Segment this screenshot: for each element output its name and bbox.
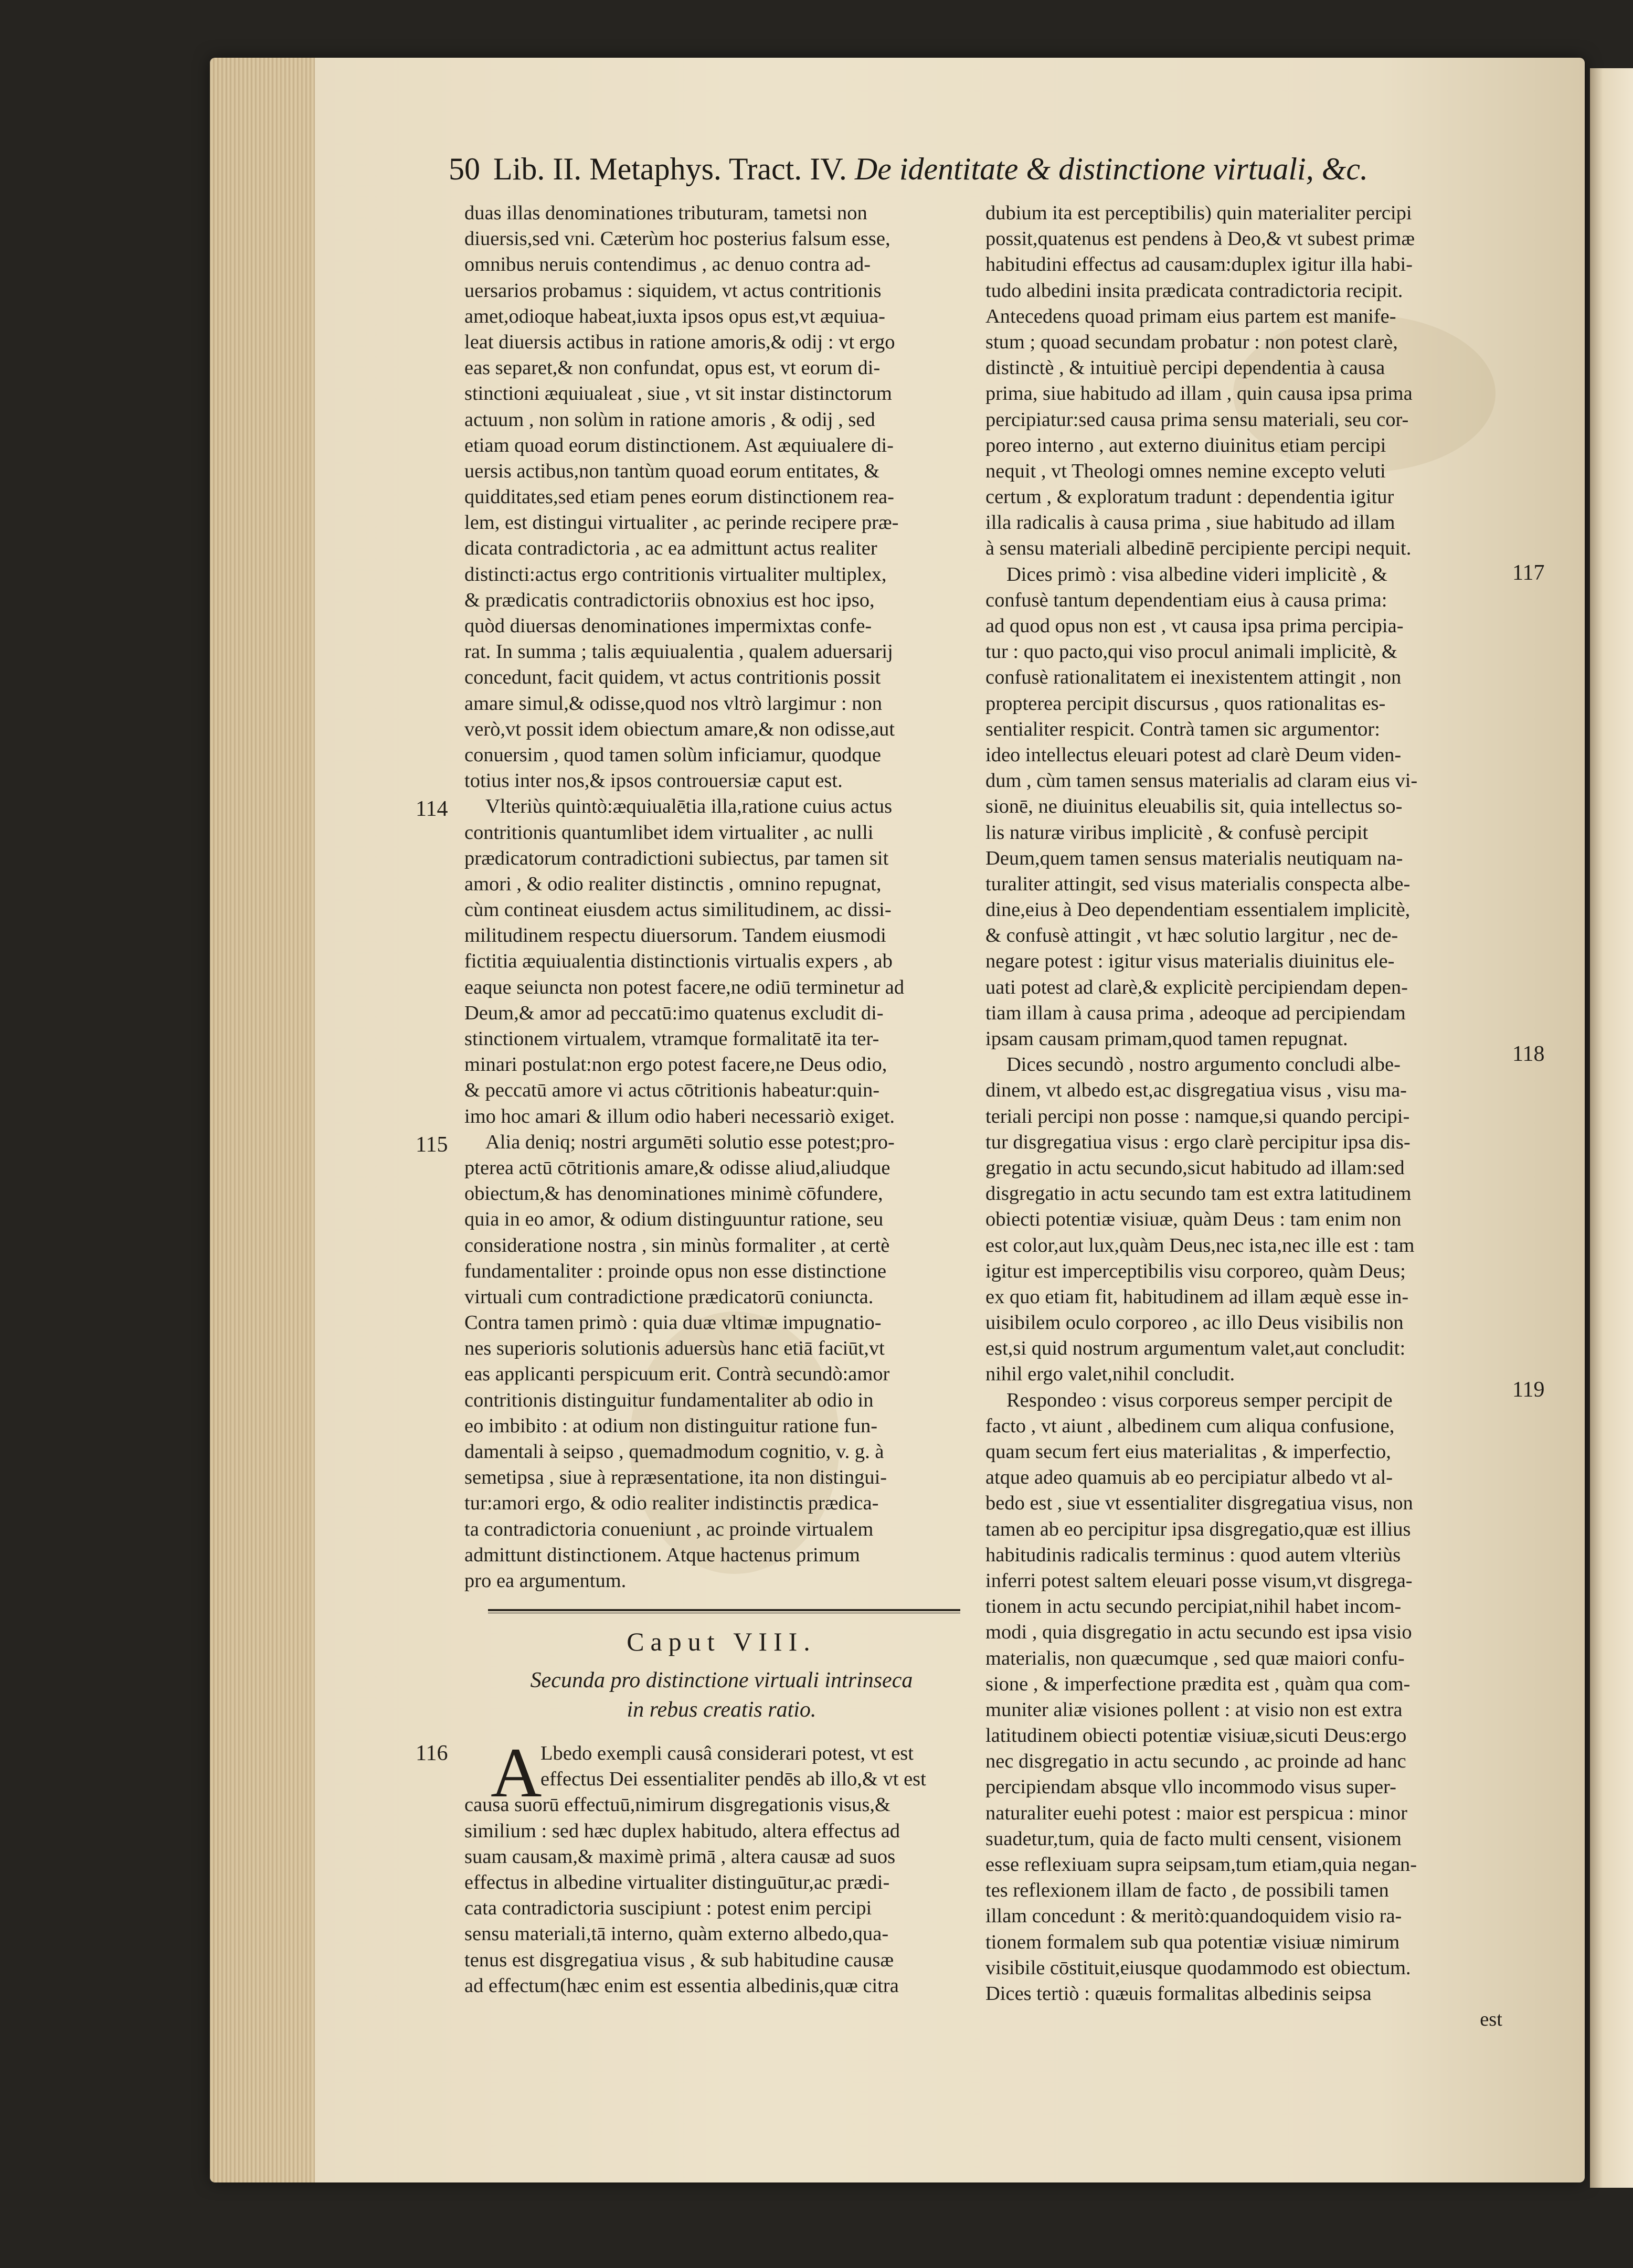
text-line: virtuali cum contradictione prædicatorū coniuncta. (464, 1285, 874, 1308)
text-line: dubium ita est perceptibilis) quin materialiter percipi (985, 202, 1412, 224)
text-line: dinem, vt albedo est,ac disgregatiua visus , visu ma- (985, 1079, 1407, 1102)
text-line: dine,eius à Deo dependentiam essentialem implicitè, (985, 899, 1411, 921)
text-line: ta contradictoria conueniunt , ac proinde virtualem (464, 1518, 874, 1540)
text-line: gregatio in actu secundo,sicut habitudo ad illam:sed (985, 1156, 1405, 1179)
text-line: tenus est disgregatiua visus , & sub habitudine causæ (464, 1948, 894, 1971)
text-line: habitudini effectus ad causam:duplex igitur illa habi- (985, 253, 1413, 276)
left-column (464, 200, 979, 1594)
text-line: est color,aut lux,quàm Deus,nec ista,nec ille est : tam (985, 1234, 1415, 1257)
page-stack-left (210, 58, 315, 2182)
text-line: amori , & odio realiter distinctis , omnino repugnat, (464, 872, 882, 895)
text-line: duas illas denominationes tributuram, tametsi non (464, 202, 867, 224)
text-line: eo imbibito : at odium non distinguitur ratione fun- (464, 1414, 878, 1437)
text-line: possit,quatenus est pendens à Deo,& vt subest primæ (985, 228, 1415, 250)
text-line: contritionis quantumlibet idem virtualiter , ac nulli (464, 821, 874, 844)
text-line: suam causam,& maximè primā , altera causæ ad suos (464, 1845, 896, 1868)
text-line: est,si quid nostrum argumentum valet,aut concludit: (985, 1337, 1406, 1360)
paragraph-119 (985, 1388, 1502, 2007)
text-line: propterea percipit discursus , quos rationalitas es- (985, 692, 1386, 715)
text-line: Dices tertiò : quæuis formalitas albedinis seipsa (985, 1982, 1372, 2005)
text-line: tionem formalem sub qua potentiæ visiuæ nimirum (985, 1931, 1400, 1953)
running-title-italic: De identitate & distinctione virtuali, &c. (854, 152, 1369, 186)
running-title-roman: Lib. II. Metaphys. Tract. IV. (493, 152, 847, 186)
text-line: Respondeo : visus corporeus semper percipit de (1006, 1389, 1393, 1411)
text-line: tur:amori ergo, & odio realiter indistinctis prædica- (464, 1492, 879, 1515)
margin-number: 114 (416, 797, 448, 821)
text-line: nes superioris solutionis aduersùs hanc etiā faciūt,vt (464, 1337, 885, 1360)
facing-page-edge (1590, 68, 1633, 2188)
text-line: ad effectum(hæc enim est essentia albedinis,quæ citra (464, 1974, 899, 1997)
paragraph-113-end (464, 200, 979, 794)
text-line: verò,vt possit idem obiectum amare,& non odisse,aut (464, 718, 895, 740)
text-line: quam secum fert eius materialitas , & imperfectio, (985, 1441, 1391, 1463)
text-line: lis naturæ viribus implicitè , & confusè percipit (985, 821, 1369, 844)
paragraph-116-continued (464, 1792, 979, 1999)
text-line: confusè rationalitatem ei inexistentem attingit , non (985, 666, 1402, 689)
text-line: Alia deniq; nostri argumēti solutio esse potest;pro- (485, 1131, 895, 1153)
text-line: turaliter attingit, sed visus materialis conspecta albe- (985, 872, 1411, 895)
text-line: quidditates,sed etiam penes eorum distinctionem rea- (464, 486, 894, 508)
margin-number: 117 (1512, 561, 1545, 585)
text-line: fundamentaliter : proinde opus non esse distinctione (464, 1260, 887, 1282)
text-line: dicata contradictoria , ac ea admittunt actus realiter (464, 537, 877, 560)
text-line: conuersim , quod tamen solùm inficiamur, quodque (464, 743, 881, 766)
text-line: habitudinis radicalis terminus : quod autem vlteriùs (985, 1543, 1401, 1566)
text-line: poreo interno , aut externo diuinitus etiam percipi (985, 434, 1386, 456)
text-line: ex quo etiam fit, habitudinem ad illam æquè esse in- (985, 1285, 1409, 1308)
text-line: fictitia æquiualentia distinctionis virtualis expers , ab (464, 950, 893, 973)
text-line: actuum , non solùm in ratione amoris , & odij , sed (464, 408, 875, 431)
text-line: concedunt, facit quidem, vt actus contritionis possit (464, 666, 881, 689)
text-line: obiecti potentiæ visiuæ, quàm Deus : tam enim non (985, 1208, 1402, 1231)
text-line: illa radicalis à causa prima , siue habitudo ad illam (985, 512, 1395, 534)
text-line: ad quod opus non est , vt causa ipsa prima percipia- (985, 615, 1404, 637)
text-line: nec disgregatio in actu secundo , ac proinde ad hanc (985, 1750, 1406, 1773)
text-line: confusè tantum dependentiam eius à causa prima: (985, 589, 1387, 611)
running-head (449, 151, 1524, 198)
text-line: tiam illam à causa prima , adeoque ad percipiendam (985, 1002, 1406, 1024)
text-line: distinctè , & intuitiuè percipi dependentia à causa (985, 357, 1385, 379)
text-line: uersarios probamus : siquidem, vt actus contritionis (464, 279, 882, 302)
text-line: militudinem respectu diuersorum. Tandem eiusmodi (464, 924, 886, 947)
text-line: sione , & imperfectione prædita est , quàm qua com- (985, 1673, 1411, 1695)
text-line: materialis, non quæcumque , sed quæ maiori confu- (985, 1647, 1405, 1669)
text-line: modi , quia disgregatio in actu secundo est ipsa visio (985, 1621, 1412, 1644)
chapter-subtitle-line: Secunda pro distinctione virtuali intrinseca (530, 1668, 913, 1692)
text-line: & peccatū amore vi actus cōtritionis habeatur:quin- (464, 1079, 880, 1102)
margin-number: 115 (416, 1133, 448, 1157)
text-line: tur disgregatiua visus : ergo clarè percipitur ipsa dis- (985, 1131, 1411, 1153)
text-line: obiectum,& has denominationes minimè cōfundere, (464, 1183, 883, 1205)
chapter-heading: Caput VIII. (627, 1627, 816, 1656)
text-line: cata contradictoria suscipiunt : potest enim percipi (464, 1897, 872, 1920)
text-line: dum , cùm tamen sensus materialis ad claram eius vi- (985, 770, 1418, 792)
drop-capital: A (491, 1734, 542, 1812)
paragraph-117 (985, 562, 1502, 1052)
text-line: uati potest ad clarè,& explicitè percipiendam depen- (985, 976, 1408, 998)
text-line: latitudinem obiecti potentiæ visiuæ,sicuti Deus:ergo (985, 1724, 1407, 1747)
chapter-rule (488, 1609, 960, 1611)
paragraph-116-cont (985, 200, 1502, 562)
right-column (985, 200, 1502, 2032)
text-line: semetipsa , siue à repræsentatione, ita non distingui- (464, 1466, 887, 1489)
text-line: damentali à seipso , quemadmodum cognitio, v. g. à (464, 1441, 884, 1463)
text-line: à sensu materiali albedinē percipiente percipi nequit. (985, 537, 1412, 560)
text-line: tionem in actu secundo percipiat,nihil habet incom- (985, 1595, 1402, 1618)
text-line: prima, siue habitudo ad illam , quin causa ipsa prima (985, 382, 1413, 405)
text-line: totius inter nos,& ipsos controuersiæ caput est. (464, 770, 843, 792)
text-line: sensu materiali,tā interno, quàm externo albedo,qua- (464, 1923, 889, 1945)
text-line: Lbedo exempli causâ considerari potest, vt est (540, 1742, 914, 1764)
text-line: naturaliter euehi potest : maior est perspicua : minor (985, 1802, 1407, 1824)
text-line: sentialiter respicit. Contrà tamen sic argumentor: (985, 718, 1380, 740)
text-line: stinctionem virtualem, vtramque formalitatē ita ter- (464, 1028, 879, 1050)
text-line: effectus Dei essentialiter pendēs ab illo,& vt est (540, 1768, 926, 1791)
text-line: effectus in albedine virtualiter distinguūtur,ac prædi- (464, 1871, 890, 1893)
text-line: eas separet,& non confundat, opus est, vt eorum di- (464, 357, 881, 379)
text-line: inferri potest saltem eleuari posse visum,vt disgrega- (985, 1569, 1413, 1592)
text-line: diuersis,sed vni. Cæterùm hoc posterius falsum esse, (464, 228, 890, 250)
text-line: sionē, ne diuinitus eleuabilis sit, quia intellectus so- (985, 795, 1403, 818)
margin-number: 118 (1512, 1042, 1545, 1066)
text-line: omnibus neruis contendimus , ac denuo contra ad- (464, 253, 871, 276)
text-line: eas applicanti perspicuum erit. Contrà secundò:amor (464, 1363, 890, 1386)
text-line: suadetur,tum, quia de facto multi censent, visionem (985, 1827, 1402, 1850)
text-line: imo hoc amari & illum odio haberi necessariò exiget. (464, 1105, 895, 1127)
text-line: nihil ergo valet,nihil concludit. (985, 1363, 1235, 1386)
text-line: lem, est distingui virtualiter , ac perinde recipere præ- (464, 512, 899, 534)
text-line: facto , vt aiunt , albedinem cum aliqua confusione, (985, 1414, 1395, 1437)
text-line: muniter aliæ visiones pollent : at visio non est extra (985, 1698, 1403, 1721)
text-line: atque adeo quamuis ab eo percipiatur albedo vt al- (985, 1466, 1393, 1489)
text-line: etiam quoad eorum distinctionem. Ast æquiualere di- (464, 434, 894, 456)
text-line: disgregatio in actu secundo tam est extra latitudinem (985, 1183, 1412, 1205)
text-line: distincti:actus ergo contritionis virtualiter multiplex, (464, 563, 887, 585)
paragraph-115 (464, 1130, 979, 1594)
text-line: similium : sed hæc duplex habitudo, altera effectus ad (464, 1819, 900, 1842)
paragraph-116 (540, 1741, 979, 1792)
text-line: certum , & exploratum tradunt : dependentia igitur (985, 486, 1394, 508)
text-line: stum ; quoad secundam probatur : non potest clarè, (985, 331, 1398, 353)
text-line: Dices secundò , nostro argumento concludi albe- (1006, 1053, 1401, 1076)
text-line: Dices primò : visa albedine videri implicitè , & (1006, 563, 1387, 585)
text-line: pro ea argumentum. (464, 1569, 627, 1592)
text-line: amare simul,& odisse,quod nos vltrò largimur : non (464, 692, 882, 715)
text-line: percipiatur:sed causa prima sensu materiali, seu cor- (985, 408, 1409, 431)
text-line: Contra tamen primò : quia duæ vltimæ impugnatio- (464, 1312, 882, 1334)
margin-number: 116 (416, 1741, 448, 1765)
text-line: amet,odioque habeat,iuxta ipsos opus est,vt æquiua- (464, 305, 885, 327)
text-line: illam concedunt : & meritò:quandoquidem visio ra- (985, 1905, 1402, 1928)
text-line: ipsam causam primam,quod tamen repugnat. (985, 1028, 1348, 1050)
text-line: contritionis distinguitur fundamentaliter ab odio in (464, 1389, 874, 1411)
text-line: admittunt distinctionem. Atque hactenus primum (464, 1543, 860, 1566)
text-line: eaque seiuncta non potest facere,ne odiū terminetur ad (464, 976, 905, 998)
text-line: bedo est , siue vt essentialiter disgregatiua visus, non (985, 1492, 1413, 1515)
text-line: ideo intellectus eleuari potest ad clarè Deum viden- (985, 743, 1402, 766)
paragraph-114 (464, 794, 979, 1129)
text-line: nequit , vt Theologi omnes nemine excepto veluti (985, 460, 1386, 482)
text-line: tur : quo pacto,qui viso procul animali implicitè, & (985, 641, 1397, 663)
text-line: quia in eo amor, & odium distinguuntur ratione, seu (464, 1208, 884, 1231)
text-line: tudo albedini insita prædicata contradictoria recipit. (985, 279, 1403, 302)
paragraph-118 (985, 1052, 1502, 1387)
chapter-subtitle (464, 1666, 979, 1724)
catchword: est (1480, 2008, 1502, 2031)
text-line: Deum,& amor ad peccatū:imo quatenus excludit di- (464, 1002, 884, 1024)
text-line: & confusè attingit , vt hæc solutio largitur , nec de- (985, 924, 1398, 947)
text-line: minari postulat:non ergo potest facere,ne Deus odio, (464, 1053, 887, 1076)
text-line: leat diuersis actibus in ratione amoris,& odij : vt ergo (464, 331, 895, 353)
text-line: cùm contineat eiusdem actus similitudinem, ac dissi- (464, 899, 892, 921)
text-line: consideratione nostra , sin minùs formaliter , at certè (464, 1234, 890, 1257)
text-line: pterea actū cōtritionis amare,& odisse aliud,aliudque (464, 1156, 890, 1179)
text-line: quòd diuersas denominationes impermixtas confe- (464, 615, 872, 637)
text-line: causa suorū effectuū,nimirum disgregationis visus,& (464, 1794, 890, 1816)
text-line: igitur est imperceptibilis visu corporeo, quàm Deus; (985, 1260, 1406, 1282)
text-line: Antecedens quoad primam eius partem est manife- (985, 305, 1396, 327)
text-line: tamen ab eo percipitur ipsa disgregatio,quæ est illius (985, 1518, 1411, 1540)
text-line: uersis actibus,non tantùm quoad eorum entitates, & (464, 460, 880, 482)
text-line: & prædicatis contradictoriis obnoxius est hoc ipso, (464, 589, 875, 611)
page-number: 50 (449, 152, 480, 186)
text-line: tes reflexionem illam de facto , de possibili tamen (985, 1879, 1389, 1902)
text-line: Vlteriùs quintò:æquiualētia illa,ratione cuius actus (485, 795, 893, 818)
running-title (493, 151, 1368, 187)
text-line: negare potest : igitur visus materialis diuinitus ele- (985, 950, 1395, 973)
margin-number: 119 (1512, 1378, 1545, 1402)
text-line: teriali percipi non posse : namque,si quando percipi- (985, 1105, 1410, 1127)
text-line: prædicatorum contradictioni subiectus, par tamen sit (464, 847, 889, 869)
text-line: uisibilem oculo corporeo , ac illo Deus visibilis non (985, 1312, 1404, 1334)
text-line: rat. In summa ; talis æquiualentia , qualem aduersarij (464, 641, 893, 663)
text-line: Deum,quem tamen sensus materialis neutiquam na- (985, 847, 1403, 869)
text-line: esse reflexiuam supra seipsam,tum etiam,quia negan- (985, 1854, 1417, 1876)
chapter-subtitle-line: in rebus creatis ratio. (627, 1698, 816, 1722)
text-line: percipiendam absque vllo incommodo visus super- (985, 1776, 1396, 1798)
text-line: stinctioni æquiualeat , siue , vt sit instar distinctorum (464, 382, 892, 405)
text-line: visibile cōstituit,eiusque quodammodo est obiectum. (985, 1956, 1411, 1979)
